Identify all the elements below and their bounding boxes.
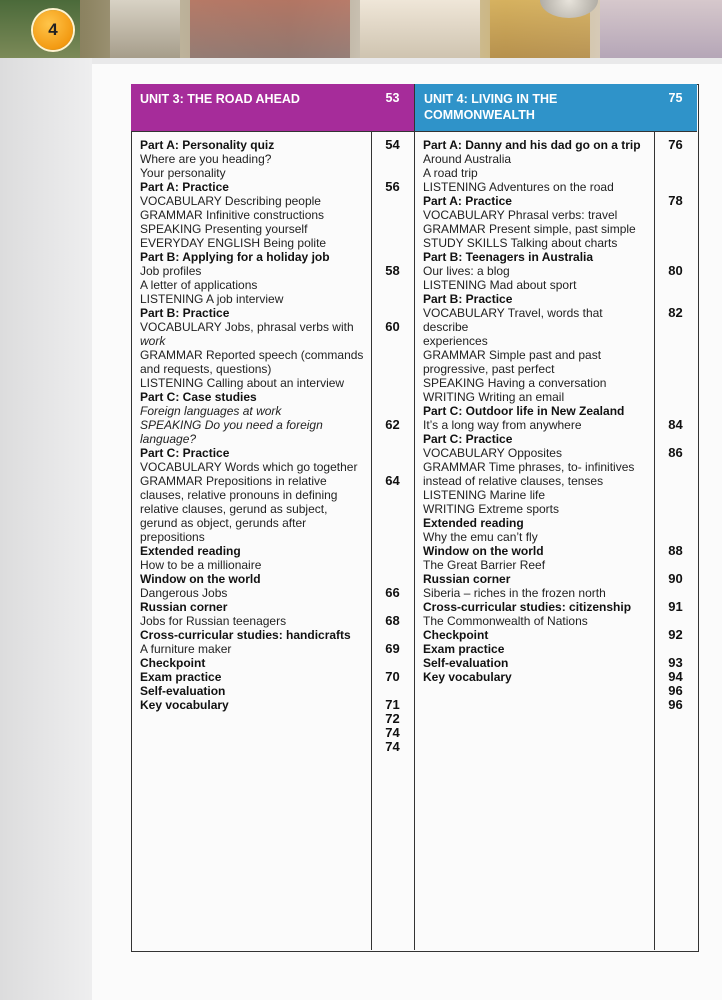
entry-text: It’s a long way from anywhere (423, 418, 582, 432)
section-heading: Part B: Applying for a holiday job (140, 250, 330, 264)
entry-text: Our lives: a blog (423, 264, 510, 278)
contents-entry (423, 138, 651, 152)
contents-entry (140, 530, 368, 544)
entry-text: GRAMMAR Present simple, past simple (423, 222, 636, 236)
entry-text: SPEAKING Having a conversation (423, 376, 607, 390)
entry-text: GRAMMAR Simple past and past (423, 348, 602, 362)
section-heading: Window on the world (423, 544, 544, 558)
contents-entry (423, 418, 651, 432)
entry-text: A furniture maker (140, 642, 232, 656)
contents-entry (423, 292, 651, 306)
contents-entry (140, 474, 368, 488)
entry-text: instead of relative clauses, tenses (423, 474, 604, 488)
contents-entry (423, 558, 651, 572)
contents-entry (140, 628, 368, 642)
column-divider (371, 84, 372, 950)
contents-entry (140, 334, 368, 348)
entry-text: Where are you heading? (140, 152, 272, 166)
contents-entry (140, 264, 368, 278)
section-heading: Part C: Case studies (140, 390, 257, 404)
entry-page-number: 88 (668, 543, 683, 558)
entry-text: language? (140, 432, 197, 446)
entry-page-number: 62 (385, 417, 400, 432)
contents-entry (140, 278, 368, 292)
contents-entry (140, 362, 368, 376)
entry-page-number: 60 (385, 319, 400, 334)
entry-page-number: 76 (668, 137, 683, 152)
section-heading: Extended reading (140, 544, 241, 558)
entry-text: experiences (423, 334, 488, 348)
entry-page-number: 71 (385, 697, 400, 712)
entry-page-number: 78 (668, 193, 683, 208)
unit3-header (131, 84, 371, 131)
section-heading: Checkpoint (423, 628, 489, 642)
section-heading: Part C: Outdoor life in New Zealand (423, 404, 625, 418)
entry-text: clauses, relative pronouns in defining (140, 488, 338, 502)
contents-entry (423, 222, 651, 236)
contents-entry (423, 474, 651, 488)
contents-entry (140, 250, 368, 264)
entry-text: VOCABULARY Travel, words that describe (423, 306, 603, 334)
entry-text: Job profiles (140, 264, 202, 278)
contents-entry (140, 656, 368, 670)
contents-entry (140, 614, 368, 628)
entry-page-number: 96 (668, 697, 683, 712)
page-number-badge: 4 (33, 10, 73, 50)
photo-banner (0, 0, 722, 58)
entry-text: Foreign languages at work (140, 404, 282, 418)
contents-entry (140, 292, 368, 306)
contents-entry (140, 558, 368, 572)
entry-text: LISTENING Calling about an interview (140, 376, 345, 390)
contents-entry (140, 152, 368, 166)
contents-entry (423, 208, 651, 222)
entry-text: LISTENING Mad about sport (423, 278, 577, 292)
contents-entry (140, 544, 368, 558)
contents-entry (140, 698, 368, 712)
contents-entry (423, 530, 651, 544)
entry-page-number: 84 (668, 417, 683, 432)
contents-entry (423, 278, 651, 292)
entry-text: Around Australia (423, 152, 512, 166)
section-heading: Part B: Practice (140, 306, 230, 320)
section-heading: Exam practice (423, 642, 505, 656)
section-heading: Part C: Practice (140, 446, 230, 460)
contents-entry (423, 404, 651, 418)
entry-text: and requests, questions) (140, 362, 272, 376)
entry-text: gerund as object, gerunds after (140, 516, 307, 530)
unit3-start-page: 53 (385, 91, 400, 105)
contents-entry (140, 320, 368, 334)
contents-entry (140, 488, 368, 502)
contents-entry (423, 460, 651, 474)
banner-photo-banknote (600, 0, 722, 58)
section-heading: Part A: Danny and his dad go on a trip (423, 138, 641, 152)
left-page-edge (0, 58, 92, 1000)
section-heading: Window on the world (140, 572, 261, 586)
entry-text: work (140, 334, 166, 348)
entry-text: VOCABULARY Jobs, phrasal verbs with (140, 320, 354, 334)
entry-text: Jobs for Russian teenagers (140, 614, 287, 628)
section-heading: Key vocabulary (140, 698, 229, 712)
contents-entry (423, 250, 651, 264)
contents-entry (140, 208, 368, 222)
contents-entry (423, 516, 651, 530)
contents-entry (423, 446, 651, 460)
header-divider (131, 131, 697, 132)
entry-page-number: 96 (668, 683, 683, 698)
contents-entry (423, 390, 651, 404)
contents-entry (423, 670, 651, 684)
unit4-header (415, 84, 654, 131)
entry-page-number: 68 (385, 613, 400, 628)
unit3-header-page (371, 84, 414, 131)
contents-entry (140, 572, 368, 586)
entry-text: VOCABULARY Words which go together (140, 460, 358, 474)
column-divider (414, 84, 415, 950)
contents-entry (423, 586, 651, 600)
section-heading: Part B: Teenagers in Australia (423, 250, 594, 264)
entry-text: STUDY SKILLS Talking about charts (423, 236, 618, 250)
entry-text: LISTENING A job interview (140, 292, 284, 306)
contents-entry (140, 348, 368, 362)
contents-entry (140, 516, 368, 530)
contents-entry (140, 502, 368, 516)
unit3-contents (140, 138, 368, 712)
banner-photo-paper (360, 0, 480, 58)
entry-text: progressive, past perfect (423, 362, 555, 376)
entry-text: GRAMMAR Time phrases, to- infinitives (423, 460, 635, 474)
section-heading: Key vocabulary (423, 670, 512, 684)
entry-page-number: 90 (668, 571, 683, 586)
entry-text: Why the emu can’t fly (423, 530, 538, 544)
section-heading: Part A: Practice (140, 180, 229, 194)
contents-entry (140, 390, 368, 404)
section-heading: Exam practice (140, 670, 222, 684)
entry-page-number: 72 (385, 711, 400, 726)
entry-page-number: 69 (385, 641, 400, 656)
contents-entry (423, 656, 651, 670)
entry-page-number: 74 (385, 725, 400, 740)
entry-text: LISTENING Adventures on the road (423, 180, 614, 194)
entry-text: The Great Barrier Reef (423, 558, 546, 572)
entry-text: Your personality (140, 166, 226, 180)
contents-entry (140, 194, 368, 208)
entry-text: VOCABULARY Describing people (140, 194, 321, 208)
contents-entry (423, 194, 651, 208)
banner-photo-cards (190, 0, 350, 58)
section-heading: Cross-curricular studies: handicrafts (140, 628, 351, 642)
contents-entry (140, 460, 368, 474)
entry-text: The Commonwealth of Nations (423, 614, 588, 628)
contents-entry (423, 180, 651, 194)
section-heading: Extended reading (423, 516, 524, 530)
entry-page-number: 93 (668, 655, 683, 670)
contents-entry (423, 488, 651, 502)
contents-entry (423, 306, 651, 334)
contents-entry (423, 502, 651, 516)
contents-entry (140, 166, 368, 180)
unit4-header-page (654, 84, 697, 131)
contents-entry (423, 236, 651, 250)
entry-page-number: 66 (385, 585, 400, 600)
entry-text: SPEAKING Presenting yourself (140, 222, 308, 236)
contents-entry (423, 614, 651, 628)
contents-entry (423, 348, 651, 362)
section-heading: Part B: Practice (423, 292, 513, 306)
section-heading: Part A: Practice (423, 194, 512, 208)
unit4-title: UNIT 4: LIVING IN THE COMMONWEALTH (424, 92, 558, 122)
entry-page-number: 58 (385, 263, 400, 278)
section-heading: Checkpoint (140, 656, 206, 670)
contents-entry (140, 404, 368, 418)
contents-entry (423, 642, 651, 656)
contents-entry (423, 376, 651, 390)
section-heading: Part C: Practice (423, 432, 513, 446)
entry-page-number: 94 (668, 669, 683, 684)
contents-entry (423, 166, 651, 180)
contents-entry (140, 376, 368, 390)
section-heading: Self-evaluation (423, 656, 509, 670)
entry-text: GRAMMAR Reported speech (commands (140, 348, 364, 362)
contents-entry (423, 544, 651, 558)
entry-page-number: 70 (385, 669, 400, 684)
entry-text: relative clauses, gerund as subject, (140, 502, 328, 516)
contents-entry (423, 362, 651, 376)
entry-text: How to be a millionaire (140, 558, 262, 572)
contents-entry (140, 180, 368, 194)
entry-text: Siberia – riches in the frozen north (423, 586, 606, 600)
contents-entry (423, 152, 651, 166)
contents-entry (423, 572, 651, 586)
contents-entry (140, 306, 368, 320)
entry-text: GRAMMAR Prepositions in relative (140, 474, 327, 488)
banner-photo-stamp (110, 0, 180, 58)
entry-text: SPEAKING Do you need a foreign (140, 418, 323, 432)
contents-entry (140, 642, 368, 656)
section-heading: Part A: Personality quiz (140, 138, 275, 152)
contents-entry (140, 418, 368, 432)
entry-text: Dangerous Jobs (140, 586, 228, 600)
contents-entry (140, 600, 368, 614)
contents-entry (423, 432, 651, 446)
entry-text: A road trip (423, 166, 478, 180)
entry-page-number: 91 (668, 599, 683, 614)
entry-page-number: 64 (385, 473, 400, 488)
unit3-title: UNIT 3: THE ROAD AHEAD (140, 92, 300, 106)
contents-entry (140, 684, 368, 698)
contents-entry (140, 446, 368, 460)
entry-text: GRAMMAR Infinitive constructions (140, 208, 325, 222)
entry-text: EVERYDAY ENGLISH Being polite (140, 236, 327, 250)
contents-entry (140, 138, 368, 152)
entry-text: prepositions (140, 530, 205, 544)
contents-entry (140, 670, 368, 684)
entry-page-number: 92 (668, 627, 683, 642)
contents-entry (140, 236, 368, 250)
entry-text: A letter of applications (140, 278, 258, 292)
entry-page-number: 56 (385, 179, 400, 194)
contents-entry (140, 222, 368, 236)
entry-text: LISTENING Marine life (423, 488, 546, 502)
section-heading: Self-evaluation (140, 684, 226, 698)
section-heading: Russian corner (140, 600, 228, 614)
entry-page-number: 86 (668, 445, 683, 460)
contents-entry (423, 334, 651, 348)
contents-entry (423, 628, 651, 642)
contents-entry (140, 432, 368, 446)
entry-text: VOCABULARY Phrasal verbs: travel (423, 208, 618, 222)
contents-entry (423, 264, 651, 278)
column-divider (654, 84, 655, 950)
entry-text: WRITING Writing an email (423, 390, 565, 404)
entry-text: WRITING Extreme sports (423, 502, 560, 516)
unit4-start-page: 75 (668, 91, 683, 105)
entry-page-number: 80 (668, 263, 683, 278)
section-heading: Russian corner (423, 572, 511, 586)
contents-entry (140, 586, 368, 600)
contents-entry (423, 600, 651, 614)
section-heading: Cross-curricular studies: citizenship (423, 600, 632, 614)
unit4-contents (423, 138, 651, 684)
entry-text: VOCABULARY Opposites (423, 446, 562, 460)
entry-page-number: 74 (385, 739, 400, 754)
entry-page-number: 54 (385, 137, 400, 152)
entry-page-number: 82 (668, 305, 683, 320)
